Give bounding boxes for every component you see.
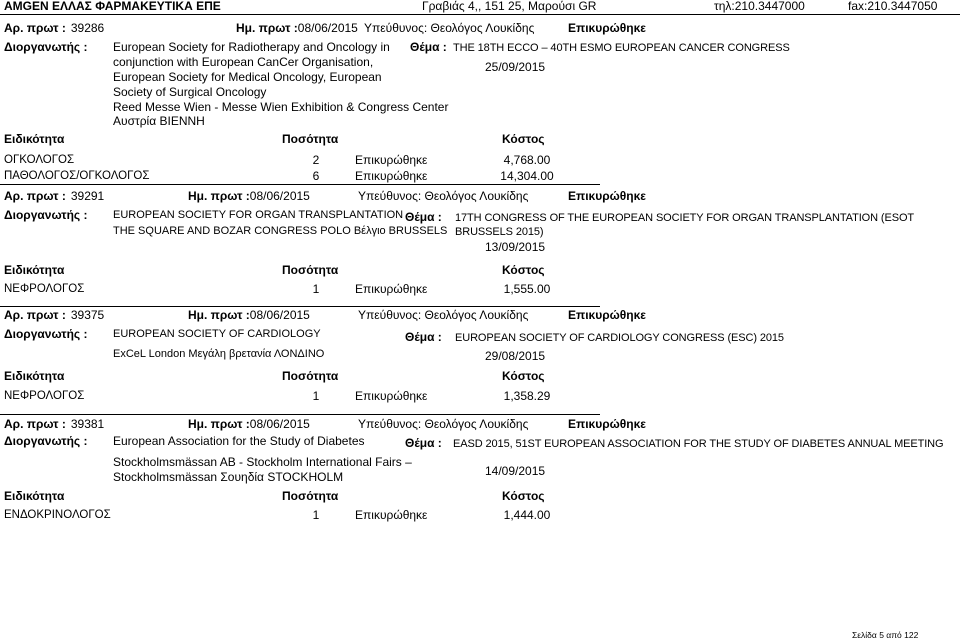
cost-header: Κόστος [502,369,545,383]
topic-line: 17TH CONGRESS OF THE EUROPEAN SOCIETY FOR ORGAN TRANSPLANTATION (ESOT [455,212,915,224]
quantity-header: Ποσότητα [282,132,339,146]
cost-header: Κόστος [502,489,545,503]
responsible-person: Υπεύθυνος: Θεολόγος Λουκίδης [358,417,529,431]
organizer-line: European Association for the Study of Diabetes [113,434,365,448]
protocol-number-label: Αρ. πρωτ : [4,308,66,322]
protocol-date-label: Ημ. πρωτ : [188,189,250,203]
protocol-date [236,21,358,35]
organizer-line: European Society for Radiotherapy and Oncology in [113,40,390,54]
item-specialty: ΟΓΚΟΛΟΓΟΣ [4,154,75,166]
protocol-number-value: 39381 [70,417,105,431]
responsible-person: Υπεύθυνος: Θεολόγος Λουκίδης [364,21,535,35]
protocol-number-label: Αρ. πρωτ : [4,189,66,203]
record-separator [0,184,600,185]
topic-label: Θέμα : [405,436,442,450]
approval-status: Επικυρώθηκε [568,308,646,322]
item-quantity: 1 [312,389,320,403]
organizer-label: Διοργανωτής : [4,208,88,222]
topic-line: THE 18TH ECCO – 40TH ESMO EUROPEAN CANCER CONGRESS [453,42,790,54]
protocol-number-value: 39375 [70,308,105,322]
event-date: 25/09/2015 [485,60,546,74]
topic-label: Θέμα : [405,330,442,344]
venue-line: Stockholmsmässan Σουηδία STOCKHOLM [113,470,344,484]
protocol-date-label: Ημ. πρωτ : [188,308,250,322]
organizer-label: Διοργανωτής : [4,327,88,341]
protocol-number-value: 39286 [70,21,105,35]
record-separator [0,306,600,307]
protocol-date [188,189,310,203]
company-phone: τηλ:210.3447000 [714,0,805,13]
organizer-line: conjunction with European CanCer Organisation, [113,55,374,69]
approval-status: Επικυρώθηκε [568,417,646,431]
protocol-number-label: Αρ. πρωτ : [4,21,66,35]
protocol-date [188,417,310,431]
protocol-number [4,189,104,203]
topic-label: Θέμα : [405,210,442,224]
event-date: 14/09/2015 [485,464,546,478]
event-date: 29/08/2015 [485,349,546,363]
organizer-line: EUROPEAN SOCIETY OF CARDIOLOGY [113,328,321,340]
item-quantity: 6 [312,169,320,183]
item-quantity: 1 [312,508,320,522]
organizer-line: EUROPEAN SOCIETY FOR ORGAN TRANSPLANTATION [113,209,404,221]
item-status: Επικυρώθηκε [355,389,428,403]
quantity-header: Ποσότητα [282,489,339,503]
responsible-person: Υπεύθυνος: Θεολόγος Λουκίδης [358,308,529,322]
protocol-number [4,417,104,431]
header-rule [0,14,960,15]
protocol-number-label: Αρ. πρωτ : [4,417,66,431]
organizer-label: Διοργανωτής : [4,40,88,54]
company-address: Γραβιάς 4,, 151 25, Μαρούσι GR [422,0,597,13]
topic-label: Θέμα : [410,40,447,54]
quantity-header: Ποσότητα [282,369,339,383]
item-status: Επικυρώθηκε [355,169,428,183]
quantity-header: Ποσότητα [282,263,339,277]
protocol-number-value: 39291 [70,189,105,203]
item-specialty: ΝΕΦΡΟΛΟΓΟΣ [4,390,85,402]
protocol-date [188,308,310,322]
venue-line: Stockholmsmässan AB - Stockholm International Fairs – [113,455,412,469]
item-quantity: 1 [312,282,320,296]
protocol-date-label: Ημ. πρωτ : [188,417,250,431]
specialty-header: Ειδικότητα [4,132,65,146]
topic-line: EUROPEAN SOCIETY OF CARDIOLOGY CONGRESS (ESC) 2015 [455,332,784,344]
event-date: 13/09/2015 [485,240,546,254]
protocol-number [4,21,104,35]
cost-header: Κόστος [502,263,545,277]
item-specialty: ΕΝΔΟΚΡΙΝΟΛΟΓΟΣ [4,509,111,521]
specialty-header: Ειδικότητα [4,369,65,383]
item-cost: 1,358.29 [503,389,551,403]
specialty-header: Ειδικότητα [4,489,65,503]
protocol-date-label: Ημ. πρωτ : [236,21,298,35]
protocol-number [4,308,104,322]
item-status: Επικυρώθηκε [355,153,428,167]
item-cost: 4,768.00 [503,153,551,167]
protocol-date-value: 08/06/2015 [249,189,310,203]
cost-header: Κόστος [502,132,545,146]
item-cost: 1,555.00 [503,282,551,296]
company-name: AMGEN ΕΛΛΑΣ ΦΑΡΜΑΚΕΥΤΙΚΑ ΕΠΕ [4,0,221,13]
approval-status: Επικυρώθηκε [568,21,646,35]
protocol-date-value: 08/06/2015 [249,308,310,322]
item-cost: 14,304.00 [500,169,554,183]
topic-line: BRUSSELS 2015) [455,226,544,238]
company-fax: fax:210.3447050 [848,0,938,13]
item-status: Επικυρώθηκε [355,508,428,522]
venue-line: Αυστρία ΒΙΕΝΝΗ [113,114,205,128]
record-separator [0,414,600,415]
organizer-line: European Society for Medical Oncology, European [113,70,382,84]
protocol-date-value: 08/06/2015 [249,417,310,431]
item-cost: 1,444.00 [503,508,551,522]
organizer-line: Society of Surgical Oncology [113,85,267,99]
specialty-header: Ειδικότητα [4,263,65,277]
item-quantity: 2 [312,153,320,167]
topic-line: EASD 2015, 51ST EUROPEAN ASSOCIATION FOR THE STUDY OF DIABETES ANNUAL MEETING [453,438,944,450]
page-number: Σελίδα 5 από 122 [852,630,919,640]
venue-line: Reed Messe Wien - Messe Wien Exhibition & Congress Center [113,100,449,114]
approval-status: Επικυρώθηκε [568,189,646,203]
venue-line: THE SQUARE AND BOZAR CONGRESS POLO Βέλγιο BRUSSELS [113,225,448,237]
organizer-label: Διοργανωτής : [4,434,88,448]
item-specialty: ΠΑΘΟΛΟΓΟΣ/ΟΓΚΟΛΟΓΟΣ [4,170,150,182]
protocol-date-value: 08/06/2015 [297,21,358,35]
item-status: Επικυρώθηκε [355,282,428,296]
responsible-person: Υπεύθυνος: Θεολόγος Λουκίδης [358,189,529,203]
item-specialty: ΝΕΦΡΟΛΟΓΟΣ [4,283,85,295]
venue-line: ExCeL London Μεγάλη βρετανία ΛΟΝΔΙΝΟ [113,348,325,360]
